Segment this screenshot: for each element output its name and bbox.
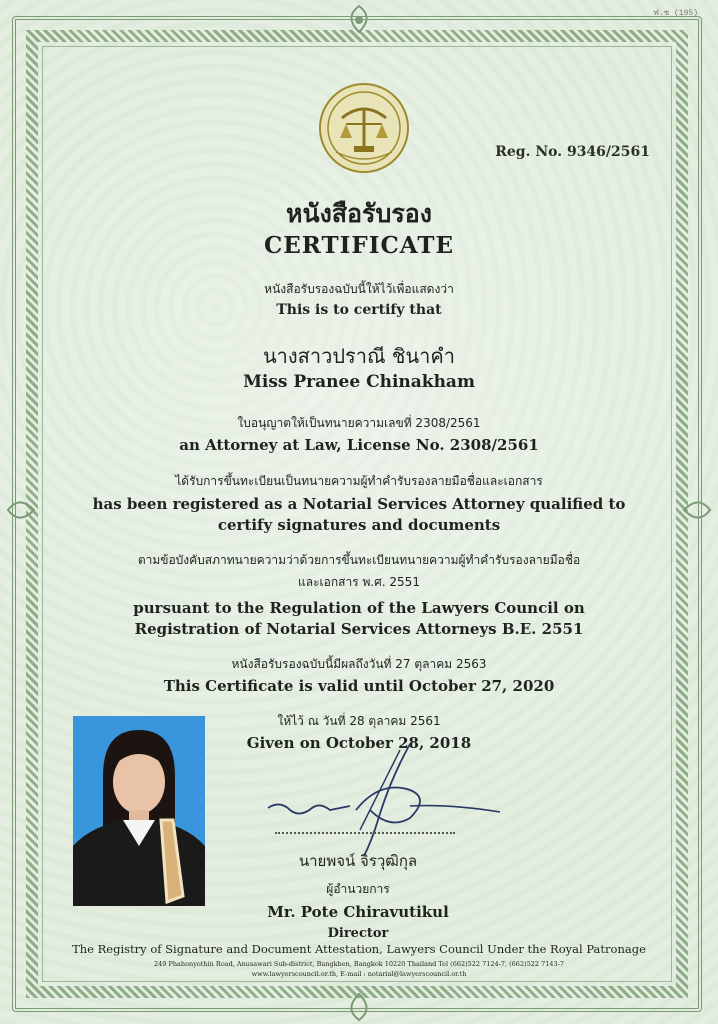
license-english: an Attorney at Law, License No. 2308/2561 — [179, 436, 539, 454]
registered-thai: ได้รับการขึ้นทะเบียนเป็นทนายความผู้ทำคำรับรองลายมือชื่อและเอกสาร — [175, 474, 543, 488]
certify-english: This is to certify that — [276, 302, 442, 318]
corner-mark: ฟ.ช (195) — [653, 9, 698, 18]
left-ornament-icon — [4, 490, 44, 530]
director-name-english: Mr. Pote Chiravutikul — [267, 903, 449, 921]
registry-address: 249 Phahonyothin Road, Anusawari Sub-district, Bangkhen, Bangkok 10220 Thailand Tel (662)522 7124-7, (662)522 7143-7 — [154, 960, 564, 968]
given-date-english: Given on October 28, 2018 — [246, 734, 472, 752]
pursuant-english: pursuant to the Regulation of the Lawyers Council on Registration of Notarial Services Attorneys B.E. 2551 — [133, 599, 585, 638]
title-thai: หนังสือรับรอง — [286, 199, 432, 228]
director-name-thai: นายพจน์ จิรวุฒิกุล — [298, 852, 418, 870]
pursuant-thai: ตามข้อบังคับสภาทนายความว่าด้วยการขึ้นทะเบียนทนายความผู้ทำคำรับรองลายมือชื่อและเอกสาร พ.ศ. 2551 — [137, 553, 581, 589]
holder-photo — [73, 716, 205, 906]
holder-name-thai: นางสาวปราณี ชินาคำ — [262, 344, 455, 368]
signature-line — [275, 832, 455, 834]
validity-thai: หนังสือรับรองฉบับนี้มีผลถึงวันที่ 27 ตุลาคม 2563 — [231, 657, 487, 671]
top-ornament-icon — [339, 2, 379, 42]
holder-name-english: Miss Pranee Chinakham — [243, 372, 475, 392]
director-signature — [260, 740, 510, 860]
certify-thai: หนังสือรับรองฉบับนี้ให้ไว้เพื่อแสดงว่า — [264, 282, 454, 296]
registration-number: Reg. No. 9346/2561 — [495, 144, 650, 160]
license-thai: ใบอนุญาตให้เป็นทนายความเลขที่ 2308/2561 — [237, 416, 481, 430]
registry-contact: www.lawyerscouncil.or.th, E-mail : notarial@lawyerscouncil.or.th — [251, 970, 467, 978]
director-title-thai: ผู้อำนวยการ — [326, 882, 390, 896]
registry-name: The Registry of Signature and Document Attestation, Lawyers Council Under the Royal Patronage — [72, 942, 646, 956]
bottom-ornament-icon — [339, 984, 379, 1024]
right-ornament-icon — [674, 490, 714, 530]
lawyers-council-seal-icon — [318, 82, 410, 174]
given-date-thai: ให้ไว้ ณ วันที่ 28 ตุลาคม 2561 — [277, 714, 441, 728]
validity-english: This Certificate is valid until October 27, 2020 — [163, 677, 555, 695]
director-title-english: Director — [327, 926, 389, 941]
title-english: CERTIFICATE — [263, 232, 455, 259]
registered-english: has been registered as a Notarial Services Attorney qualified to certify signatures and documents — [92, 495, 626, 534]
